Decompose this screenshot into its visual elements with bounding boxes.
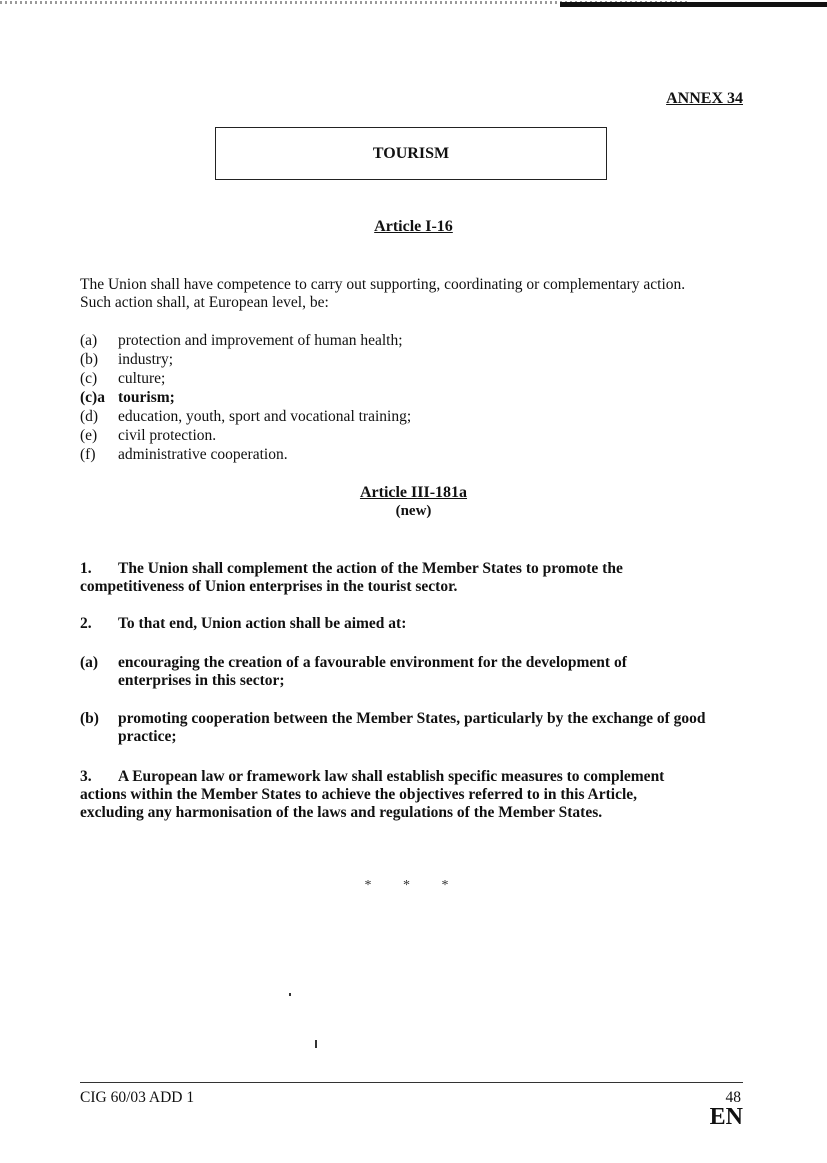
list-item [80,350,740,369]
paragraph-3-line-1: A European law or framework law shall establish specific measures to complement [118,768,665,785]
subparagraph-b [80,710,740,746]
paragraph-1-line-1: The Union shall complement the action of the Member States to promote the [118,560,623,577]
paragraph-1-line-2: competitiveness of Union enterprises in the tourist sector. [80,578,458,595]
list-item-label: (e) [80,427,98,444]
paragraph-2-text: To that end, Union action shall be aimed at: [118,615,407,632]
article-iii-181a-subheading: (new) [395,503,432,519]
list-item-text: industry; [118,351,174,368]
subparagraph-a-label: (a) [80,654,99,671]
title-box [215,127,607,180]
list-item-label: (d) [80,408,99,425]
list-item-text: culture; [118,370,166,387]
list-item [80,369,740,388]
paragraph-1-number: 1. [80,560,92,577]
subparagraph-a-text: encouraging the creation of a favourable environment for the development of enterprises in this sector; [118,654,627,689]
list-item-label: (b) [80,351,99,368]
list-item-label: (a) [80,332,98,349]
paragraph-3-line-2: actions within the Member States to achieve the objectives referred to in this Article, [80,786,638,803]
scan-top-edge [0,0,827,8]
language-code: EN [709,1104,743,1130]
scan-black-bar [560,2,827,7]
list-item-label: (c)a [80,389,105,406]
list-item-label: (c) [80,370,98,387]
page-number: 48 [725,1089,741,1106]
paragraph-1 [80,560,740,596]
article-i-16-intro [80,276,740,312]
title-box-text: TOURISM [372,145,450,162]
document-reference: CIG 60/03 ADD 1 [80,1089,195,1106]
paragraph-3-line-3: excluding any harmonisation of the laws and regulations of the Member States. [80,804,603,821]
list-item [80,407,740,426]
intro-line-2: Such action shall, at European level, be: [80,294,329,311]
subparagraph-b-label: (b) [80,710,99,727]
subparagraph-a [80,654,740,690]
article-i-16-heading: Article I-16 [374,218,453,235]
paragraph-3 [80,768,740,822]
footer-rule [80,1082,743,1083]
scan-speck [315,1040,317,1048]
intro-line-1: The Union shall have competence to carry out supporting, coordinating or complementary action. [80,276,686,293]
annex-number: ANNEX 34 [666,90,743,107]
list-item-text: protection and improvement of human health; [118,332,403,349]
list-item-new [80,388,740,407]
paragraph-3-number: 3. [80,768,92,785]
list-item-label: (f) [80,446,96,463]
list-item-text: education, youth, sport and vocational training; [118,408,412,425]
paragraph-2-number: 2. [80,615,92,632]
paragraph-2 [80,615,740,633]
list-item-text: administrative cooperation. [118,446,288,463]
list-item [80,331,740,350]
section-separator: * * * [364,878,463,893]
list-item-text: tourism; [118,389,175,406]
scan-speck [289,993,291,996]
competence-list [80,331,740,464]
list-item-text: civil protection. [118,427,217,444]
list-item [80,445,740,464]
article-iii-181a-heading: Article III-181a [359,484,468,501]
subparagraph-b-text: promoting cooperation between the Member States, particularly by the exchange of good practice; [118,710,706,745]
list-item [80,426,740,445]
